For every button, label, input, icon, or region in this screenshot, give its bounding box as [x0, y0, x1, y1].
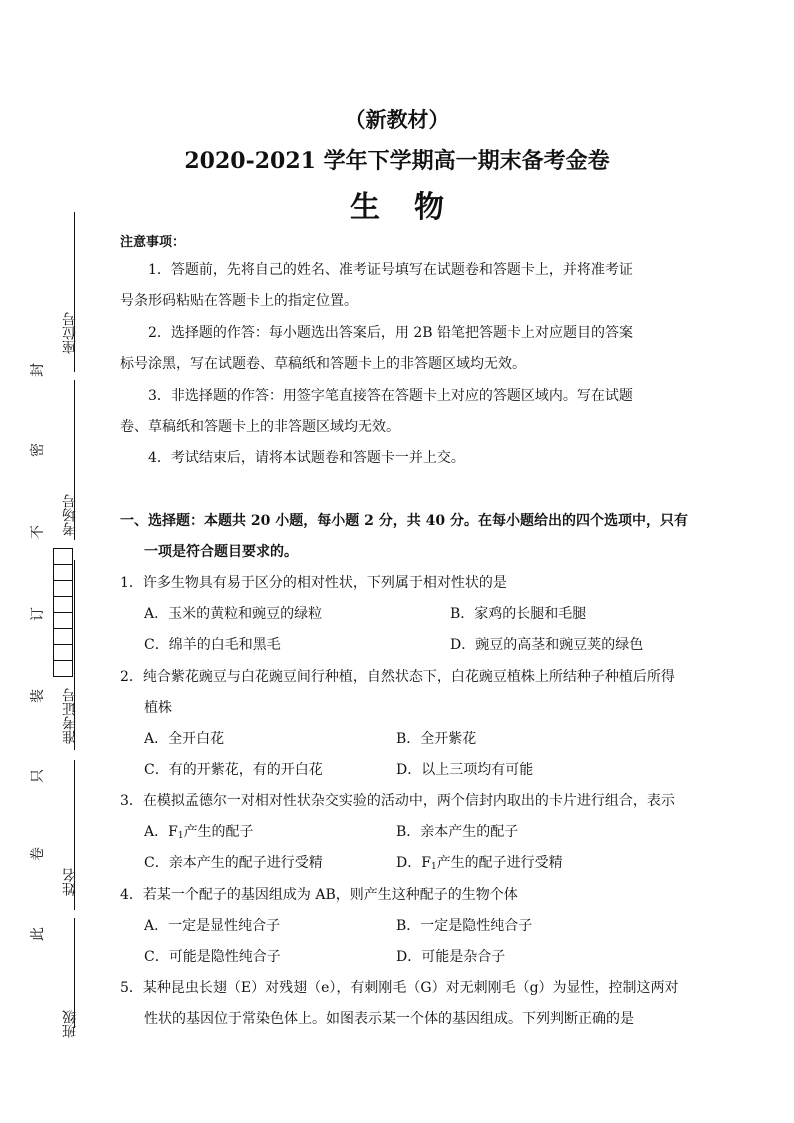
question-3-option-a: A．$F_1$产生的配子: [144, 824, 254, 841]
note-2-line-1: 2．选择题的作答：每小题选出答案后，用 2B 铅笔把答题卡上对应题目的答案: [148, 325, 634, 341]
note-1-line-1: 1．答题前，先将自己的姓名、准考证号填写在试题卷和答题卡上，并将准考证: [148, 262, 633, 278]
question-4-option-c: C．可能是隐性纯合子: [144, 949, 281, 965]
note-3-line-2: 卷、草稿纸和答题卡上的非答题区域均无效。: [120, 419, 400, 435]
question-4-option-a: A．一定是显性纯合子: [144, 918, 281, 934]
seal-char: 卷: [30, 847, 46, 861]
exam-title: 2020-2021 学年下学期高一期末备考金卷: [184, 148, 610, 174]
question-1-option-c: C．绵羊的白毛和黑毛: [144, 637, 281, 653]
question-2-option-c: C．有的开紫花，有的开白花: [144, 762, 323, 778]
question-1-option-a: A．玉米的黄粒和豌豆的绿粒: [144, 606, 323, 622]
seal-char: 装: [30, 689, 46, 703]
seal-char: 密: [30, 443, 46, 457]
question-5-stem-line-1: 5．某种昆虫长翅（E）对残翅（e），有刺刚毛（G）对无刺刚毛（g）为显性，控制这两对: [120, 980, 679, 996]
question-5-stem-line-2: 性状的基因位于常染色体上。如图表示某一个体的基因组成。下列判断正确的是: [144, 1011, 634, 1027]
seal-char: 封: [30, 363, 46, 377]
question-1-stem: 1．许多生物具有易于区分的相对性状，下列属于相对性状的是: [120, 575, 507, 591]
label-name: 姓名: [62, 868, 78, 896]
question-1-option-b: B．家鸡的长腿和毛腿: [450, 606, 587, 622]
question-1-option-d: D．豌豆的高茎和豌豆荚的绿色: [450, 637, 644, 653]
label-exam-room: 考场号: [62, 494, 78, 536]
question-4-option-b: B．一定是隐性纯合子: [396, 918, 533, 934]
seal-char: 不: [30, 525, 46, 539]
section-heading-line-1: 一、选择题：本题共 20 小题，每小题 2 分，共 40 分。在每小题给出的四个选项中，只有: [120, 513, 688, 529]
note-1-line-2: 号条形码粘贴在答题卡上的指定位置。: [120, 293, 358, 309]
question-2-stem-line-1: 2．纯合紫花豌豆与白花豌豆间行种植，自然状态下，白花豌豆植株上所结种子种植后所得: [120, 669, 675, 685]
question-2-option-d: D．以上三项均有可能: [396, 762, 534, 778]
label-admission-number: 准考证号: [62, 688, 78, 744]
notes-heading: 注意事项：: [120, 235, 186, 250]
label-seat-number: 座位号: [62, 312, 78, 354]
note-2-line-2: 标号涂黑，写在试题卷、草稿纸和答题卡上的非答题区域均无效。: [120, 356, 526, 372]
exam-subtitle: （新教材）: [344, 107, 450, 132]
seat-number-grid: [53, 548, 73, 677]
question-2-option-a: A．全开白花: [144, 731, 225, 747]
question-3-stem: 3．在模拟孟德尔一对相对性状杂交实验的活动中，两个信封内取出的卡片进行组合，表示: [120, 793, 675, 809]
question-4-option-d: D．可能是杂合子: [396, 949, 506, 965]
question-3-option-d: D．$F_1$产生的配子进行受精: [396, 855, 563, 872]
section-heading-line-2: 一项是符合题目要求的。: [144, 544, 298, 560]
note-4-line-1: 4．考试结束后，请将本试题卷和答题卡一并上交。: [148, 450, 465, 466]
question-4-stem: 4．若某一个配子的基因组成为 AB，则产生这种配子的生物个体: [120, 887, 518, 903]
label-class: 班级: [62, 1010, 78, 1038]
question-3-option-c: C．亲本产生的配子进行受精: [144, 855, 323, 871]
question-2-option-b: B．全开紫花: [396, 731, 477, 747]
subject-title: 生物: [350, 190, 478, 225]
note-3-line-1: 3．非选择题的作答：用签字笔直接答在答题卡上对应的答题区域内。写在试题: [148, 388, 633, 404]
seal-char: 订: [30, 607, 46, 621]
question-2-stem-line-2: 植株: [144, 700, 172, 716]
question-3-option-b: B．亲本产生的配子: [396, 824, 519, 840]
seal-char: 只: [30, 769, 46, 783]
seal-char: 此: [30, 927, 46, 941]
